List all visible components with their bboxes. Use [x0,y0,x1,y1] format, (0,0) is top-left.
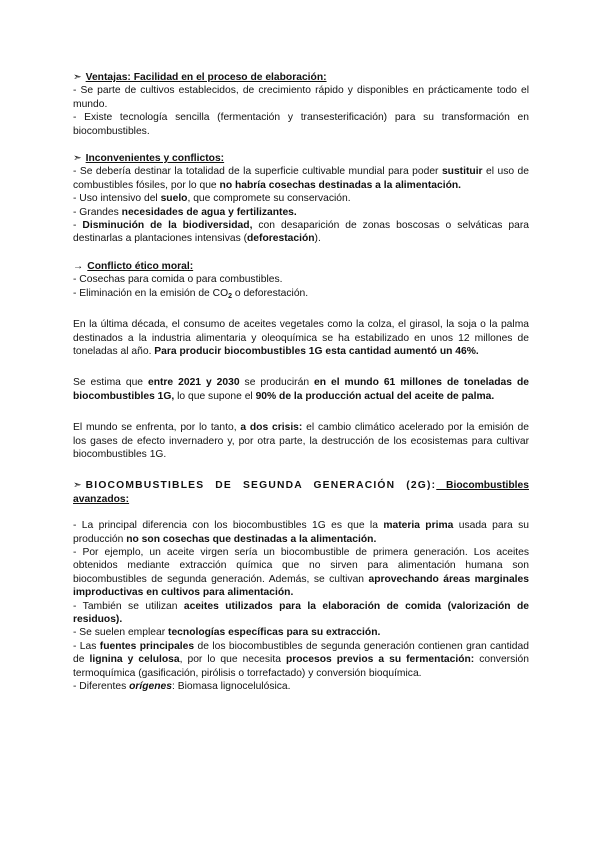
paragraph-crisis [73,421,529,461]
bold-span: aprovechando áreas marginales improductivas en cultivos para alimentación. [73,573,529,599]
arrow-icon: ➣ [73,153,82,165]
text-span: - Eliminación en la emisión de CO [73,287,229,299]
section-2g-subtitle: Biocombustibles avanzados: [73,480,529,505]
paragraph-estima [73,376,529,403]
bold-span: lignina y celulosa [89,654,180,666]
document-page [73,71,529,693]
bold-span: a dos crisis: [240,422,303,434]
section-2g-heading [73,479,529,506]
bold-span: fuentes principales [99,640,195,652]
text-span: El mundo se enfrenta, por lo tanto, [73,422,241,434]
bold-span: procesos previos a su fermentación: [285,654,475,666]
bold-span: materia prima [383,520,454,532]
section-2g-p5 [73,640,529,680]
text-span: - Por ejemplo, un aceite virgen sería un biocombustible de primera generación. Los aceites obtenidos mediante extracción química que no sirven para alimentación humana son biocombustibles de segunda generación. Además, se cultivan [73,546,529,585]
inconvenientes-line-3 [73,206,529,219]
section-2g-p3 [73,600,529,627]
text-span: - Grandes [73,206,122,218]
text-span: - Diferentes [73,681,130,693]
bold-span: sustituir [441,166,483,178]
text-span: , que compromete su conservación. [187,193,351,205]
inconvenientes-line-1 [73,165,529,192]
subscript: 2 [228,292,232,300]
text-span: o deforestación. [232,287,309,299]
text-span: de los biocombustibles de segunda generación contienen gran cantidad de [73,640,529,666]
section-2g-title: BIOCOMBUSTIBLES DE SEGUNDA GENERACIÓN (2G): [85,480,437,492]
conflicto-heading [73,260,529,273]
text-span: se producirán [239,377,315,389]
arrow-icon: ➣ [73,72,82,83]
text-span: lo que supone el [174,390,256,402]
bold-span: suelo [160,193,188,205]
text-span: - La principal diferencia con los biocombustibles 1G es que la [73,520,384,532]
text-span: - Se debería destinar la totalidad de la superficie cultivable mundial para poder [73,166,442,178]
bold-span: aceites utilizados para la elaboración de comida (valorización de residuos). [73,600,529,625]
text-span: con desaparición de zonas boscosas o selváticas para destinarlas a plantaciones intensivas ( [73,220,529,245]
section-2g-p6 [73,680,529,693]
text-span: - Uso intensivo del [73,193,161,205]
text-span: - Las [73,640,100,652]
text-span: En la última década, el consumo de aceites vegetales como la colza, el girasol, la soja o la palma destinados a la industria alimentaria y oleoquímica se ha estabilizado en unos 12 millones de toneladas al año. [73,319,529,357]
text-span: , por lo que necesita [179,654,286,666]
bold-span: 90% de la producción actual del aceite de palma. [255,390,495,402]
text-span: usada para su producción [73,520,529,545]
inconvenientes-line-4 [73,219,529,246]
text-span: Se estima que [73,377,148,389]
bold-span: tecnologías específicas para su extracción. [168,627,381,639]
inconvenientes-heading-text: Inconvenientes y conflictos: [85,153,225,165]
section-2g-p2 [73,546,529,600]
conflicto-line-2 [73,287,529,300]
bold-span: Disminución de la biodiversidad, [82,220,253,232]
section-2g-p1 [73,519,529,546]
bold-span: deforestación [247,233,315,245]
bold-span: entre 2021 y 2030 [147,377,240,389]
text-span: el cambio climático acelerado por la emisión de los gases de efecto invernadero y, por otra parte, la destrucción de los ecosistemas para cultivar biocombustibles 1G. [73,422,530,460]
text-span: - Se suelen emplear [73,627,169,639]
text-span: el uso de combustibles fósiles, por lo que [73,166,530,191]
text-span: ). [314,233,321,245]
paragraph-decada [73,318,529,358]
text-span: - [73,220,83,232]
section-2g-p4 [73,626,529,639]
ventajas-heading-text: Ventajas: Facilidad en el proceso de elaboración: [85,72,327,83]
inconvenientes-line-2 [73,192,529,205]
conflicto-heading-text: Conflicto ético moral: [87,260,194,272]
bold-span: no son cosechas que destinadas a la alimentación. [126,533,377,545]
bold-span: en el mundo 61 millones de toneladas de biocombustibles 1G, [73,377,529,402]
bold-span: no habría cosechas destinadas a la alimentación. [219,179,462,191]
right-arrow-icon: → [73,260,84,272]
bold-italic-span: orígenes [129,681,173,693]
bold-span: Para producir biocombustibles 1G esta cantidad aumentó un 46%. [154,345,479,357]
text-span: - También se utilizan [73,600,184,612]
ventajas-heading [73,71,529,84]
arrow-icon: ➣ [73,480,82,492]
ventajas-line-2: - Existe tecnología sencilla (fermentación y transesterificación) para su transformación en biocombustibles. [73,112,529,137]
ventajas-line-1: - Se parte de cultivos establecidos, de crecimiento rápido y disponibles en prácticamente todo el mundo. [73,85,529,110]
text-span: : Biomasa lignocelulósica. [172,681,291,693]
bold-span: necesidades de agua y fertilizantes. [121,206,297,218]
conflicto-line-1: - Cosechas para comida o para combustibles. [73,274,283,286]
text-span: conversión termoquímica (gasificación, pirólisis o torrefactado) y conversión bioquímica. [73,654,530,679]
inconvenientes-heading [73,152,529,165]
